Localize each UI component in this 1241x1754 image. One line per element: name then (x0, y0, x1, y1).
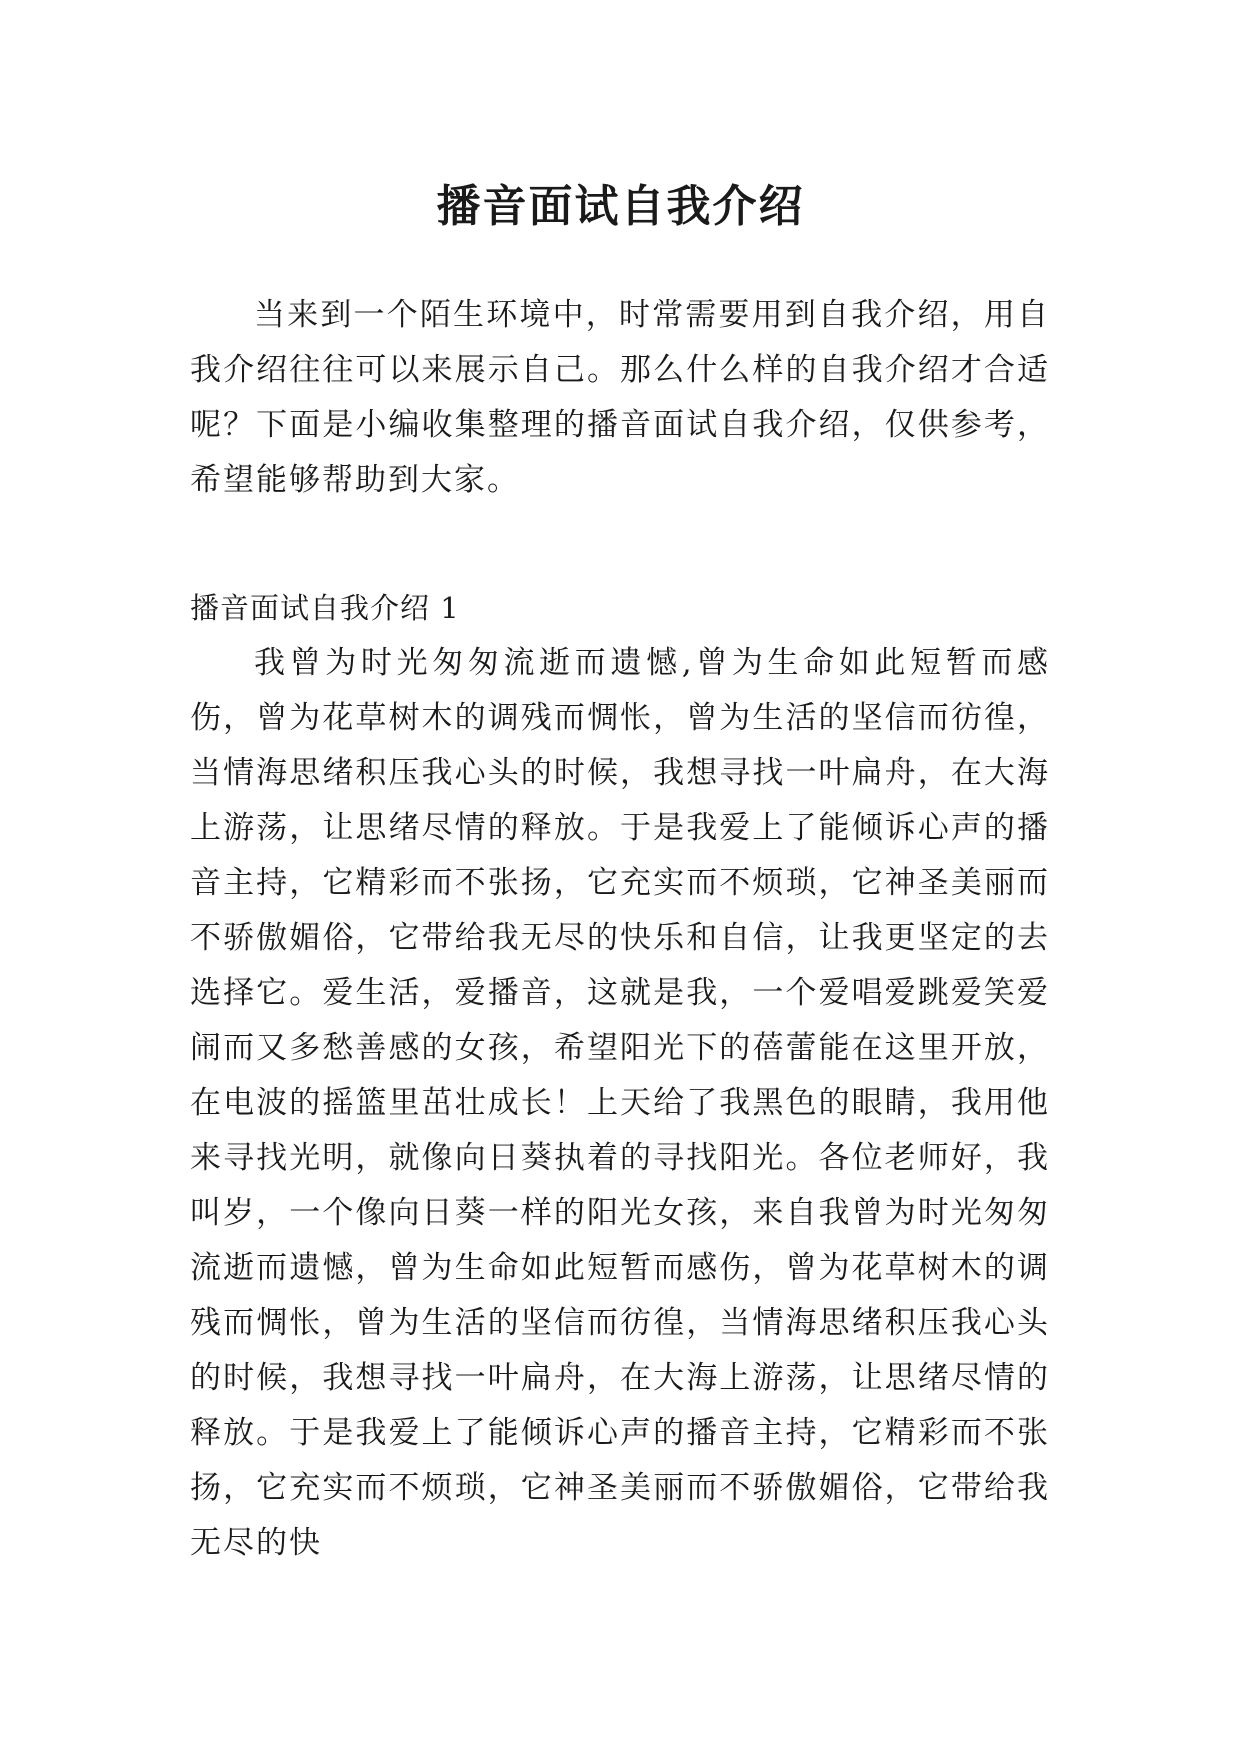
document-title: 播音面试自我介绍 (436, 181, 805, 233)
section-heading: 播音面试自我介绍 1 (190, 591, 460, 625)
section-paragraph: 我曾为时光匆匆流逝而遗憾,曾为生命如此短暂而感伤，曾为花草树木的调残而惆怅，曾为生活的坚信而彷徨，当情海思绪积压我心头的时候，我想寻找一叶扁舟，在大海上游荡，让思绪尽情的释放。于是我爱上了能倾诉心声的播音主持，它精彩而不张扬，它充实而不烦琐，它神圣美丽而不骄傲媚俗，它带给我无尽的快乐和自信，让我更坚定的去选择它。爱生活，爱播音，这就是我，一个爱唱爱跳爱笑爱闹而又多愁善感的女孩，希望阳光下的蓓蕾能在这里开放，在电波的摇篮里茁壮成长！上天给了我黑色的眼睛，我用他来寻找光明，就像向日葵执着的寻找阳光。各位老师好，我叫岁，一个像向日葵一样的阳光女孩，来自我曾为时光匆匆流逝而遗憾，曾为生命如此短暂而感伤，曾为花草树木的调残而惆怅，曾为生活的坚信而彷徨，当情海思绪积压我心头的时候，我想寻找一叶扁舟，在大海上游荡，让思绪尽情的释放。于是我爱上了能倾诉心声的播音主持，它精彩而不张扬，它充实而不烦琐，它神圣美丽而不骄傲媚俗，它带给我无尽的快 (190, 645, 1050, 1561)
intro-paragraph: 当来到一个陌生环境中，时常需要用到自我介绍，用自我介绍往往可以来展示自己。那么什么样的自我介绍才合适呢？下面是小编收集整理的播音面试自我介绍，仅供参考，希望能够帮助到大家。 (190, 297, 1050, 498)
document-body (190, 288, 1050, 1571)
